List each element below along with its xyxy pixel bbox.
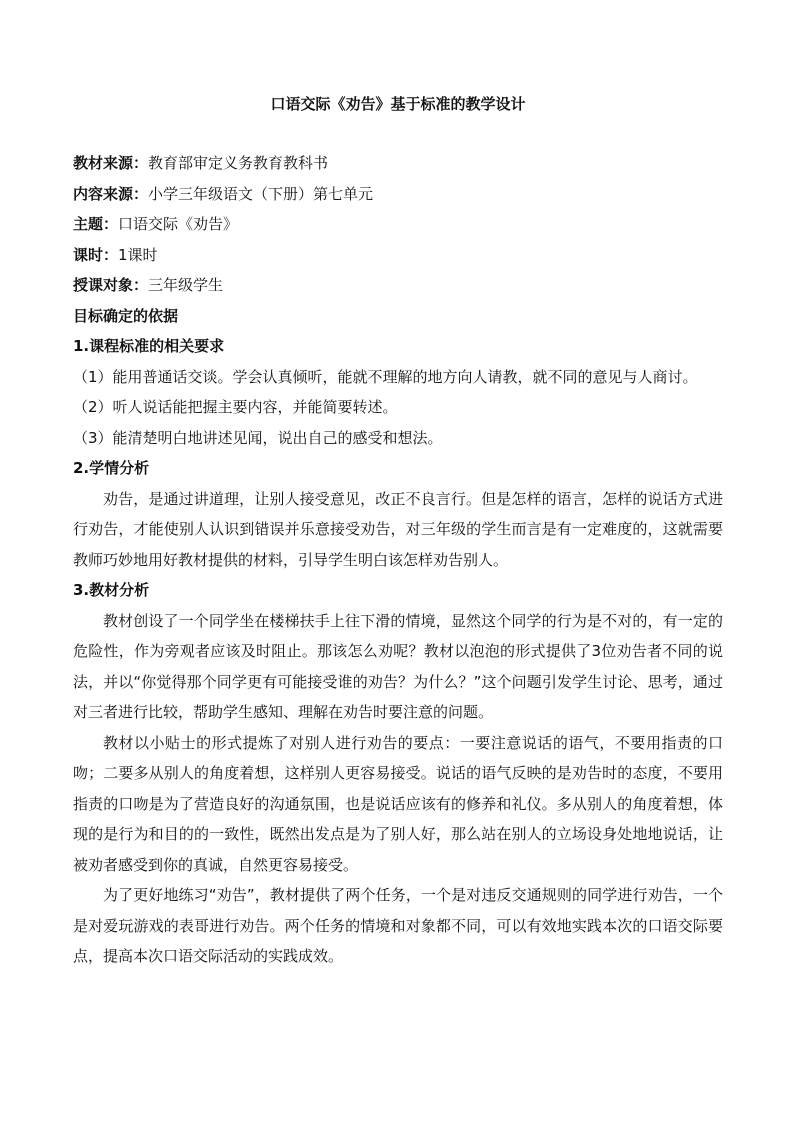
meta-value: 小学三年级语文（下册）第七单元 [148, 184, 374, 203]
meta-value: 口语交际《劝告》 [118, 215, 239, 233]
meta-content-source [73, 179, 723, 210]
section-2-heading: 2.学情分析 [73, 459, 150, 477]
textbook-analysis-paragraph-2: 教材以小贴士的形式提炼了对别人进行劝告的要点：一要注意说话的语气，不要用指责的口吻；二要多从别人的角度着想，这样别人更容易接受。说话的语气反映的是劝告时的态度，不要用指责的口吻是为了营造良好的沟通氛围，也是说话应该有的修养和礼仪。多从别人的角度着想，体现的是行为和目的的一致性，既然出发点是为了别人好，那么站在别人的立场设身处地地说话，让被劝者感受到你的真诚，自然更容易接受。 [73, 733, 723, 874]
document-title: 口语交际《劝告》基于标准的教学设计 [270, 95, 526, 113]
meta-label: 教材来源： [73, 154, 149, 172]
meta-topic [73, 209, 723, 240]
meta-label: 主题： [73, 215, 119, 233]
document-content [73, 94, 723, 972]
standard-item-2: （2）听人说话能把握主要内容，并能简要转述。 [73, 398, 398, 416]
textbook-analysis-paragraph-3: 为了更好地练习“劝告”，教材提供了两个任务，一个是对违反交通规则的同学进行劝告，一个是对爱玩游戏的表哥进行劝告。两个任务的情境和对象都不同，可以有效地实践本次的口语交际要点，提高本次口语交际活动的实践成效。 [73, 886, 723, 965]
meta-class-hours [73, 240, 723, 271]
meta-label: 内容来源： [73, 184, 149, 203]
textbook-analysis-paragraph-1: 教材创设了一个同学坐在楼梯扶手上往下滑的情境，显然这个同学的行为是不对的，有一定的危险性，作为旁观者应该及时阻止。那该怎么劝呢？教材以泡泡的形式提供了3位劝告者不同的说法，并以“你觉得那个同学更有可能接受谁的劝告？为什么？”这个问题引发学生讨论、思考，通过对三者进行比较，帮助学生感知、理解在劝告时要注意的问题。 [73, 611, 723, 721]
meta-label: 课时： [73, 245, 119, 264]
meta-audience [73, 270, 723, 301]
meta-textbook-source [73, 148, 723, 179]
meta-value: 1课时 [118, 245, 158, 264]
section-3-heading: 3.教材分析 [73, 581, 150, 599]
section-basis-heading: 目标确定的依据 [73, 306, 179, 325]
meta-value: 教育部审定义务教育教科书 [148, 154, 329, 172]
meta-value: 三年级学生 [148, 276, 224, 294]
learner-analysis-paragraph: 劝告，是通过讲道理，让别人接受意见，改正不良言行。但是怎样的语言，怎样的说话方式进行劝告，才能使别人认识到错误并乐意接受劝告，对三年级的学生而言是有一定难度的，这就需要教师巧妙地用好教材提供的材料，引导学生明白该怎样劝告别人。 [73, 489, 723, 569]
standard-item-1: （1）能用普通话交谈。学会认真倾听，能就不理解的地方向人请教，就不同的意见与人商讨。 [73, 367, 698, 386]
meta-label: 授课对象： [73, 276, 149, 294]
section-1-heading: 1.课程标准的相关要求 [73, 337, 225, 355]
standard-item-3: （3）能清楚明白地讲述见闻，说出自己的感受和想法。 [73, 428, 443, 447]
